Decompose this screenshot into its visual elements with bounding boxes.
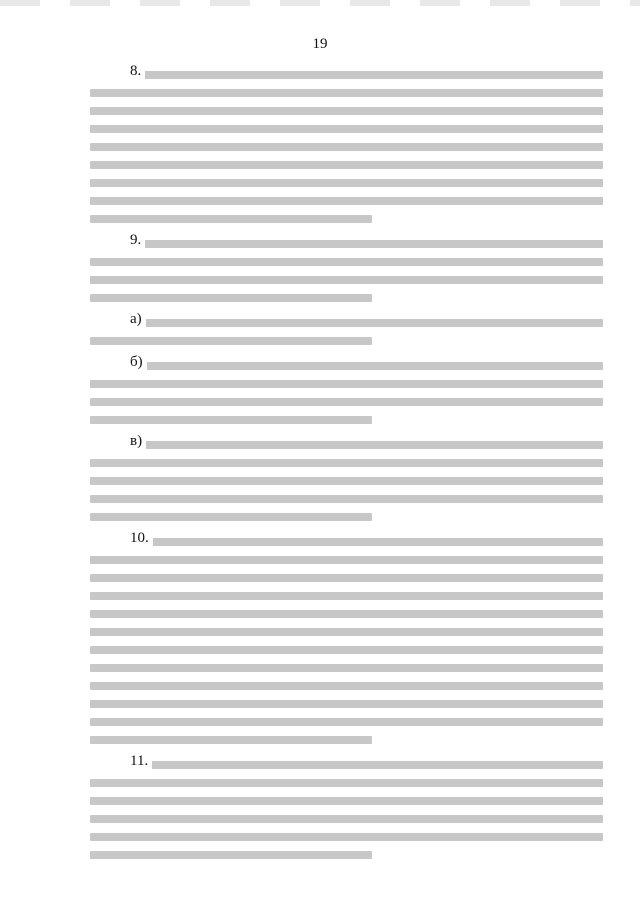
text-line [90, 253, 603, 271]
text-line-bar [134, 362, 603, 370]
text-line [90, 192, 603, 210]
text-line [90, 551, 603, 569]
paragraph-text-placeholder [90, 357, 603, 429]
text-line [90, 332, 603, 350]
paragraph [90, 433, 603, 526]
paragraph [90, 311, 603, 350]
text-line-bar [90, 556, 603, 564]
paragraph-marker: б) [130, 353, 147, 371]
text-line [90, 659, 603, 677]
text-line-bar [90, 477, 603, 485]
text-line-bar [90, 179, 603, 187]
text-line-bar [90, 718, 603, 726]
text-line-bar [90, 833, 603, 841]
text-line [90, 587, 603, 605]
text-line-bar [90, 646, 603, 654]
text-line [90, 411, 603, 429]
paragraph-text-placeholder [90, 533, 603, 749]
text-line-bar [90, 107, 603, 115]
paragraph [90, 354, 603, 429]
text-line [90, 810, 603, 828]
text-line-bar [90, 779, 603, 787]
text-line [90, 120, 603, 138]
paragraph-marker: в) [130, 432, 146, 450]
paragraph [90, 232, 603, 307]
scan-top-edge [0, 0, 640, 6]
text-line [90, 792, 603, 810]
text-line [90, 66, 603, 84]
paragraph-marker: а) [130, 310, 146, 328]
text-line [90, 695, 603, 713]
text-line [90, 357, 603, 375]
text-line-bar [90, 398, 603, 406]
text-line-bar [90, 294, 372, 302]
text-line-bar [90, 337, 372, 345]
text-line-bar [90, 89, 603, 97]
text-line-bar [90, 592, 603, 600]
paragraph-marker: 11. [130, 752, 152, 770]
text-line-bar [134, 240, 603, 248]
paragraph-marker: 9. [130, 231, 145, 249]
text-line [90, 677, 603, 695]
text-line-bar [90, 664, 603, 672]
text-line-bar [90, 459, 603, 467]
text-line [90, 641, 603, 659]
document-body [90, 63, 603, 871]
text-line [90, 235, 603, 253]
text-line-bar [90, 610, 603, 618]
text-line-bar [90, 700, 603, 708]
text-line [90, 533, 603, 551]
text-line-bar [134, 441, 603, 449]
page-number: 19 [312, 36, 328, 52]
text-line [90, 156, 603, 174]
text-line [90, 375, 603, 393]
text-line-bar [90, 143, 603, 151]
text-line [90, 731, 603, 749]
text-line-bar [90, 258, 603, 266]
text-line [90, 454, 603, 472]
text-line [90, 84, 603, 102]
paragraph [90, 530, 603, 749]
text-line-bar [90, 797, 603, 805]
text-line [90, 271, 603, 289]
paragraph [90, 753, 603, 864]
text-line [90, 828, 603, 846]
text-line-bar [90, 125, 603, 133]
paragraph-text-placeholder [90, 235, 603, 307]
text-line [90, 436, 603, 454]
text-line-bar [90, 815, 603, 823]
text-line-bar [90, 380, 603, 388]
text-line [90, 508, 603, 526]
text-line [90, 846, 603, 864]
text-line-bar [134, 761, 603, 769]
text-line [90, 102, 603, 120]
text-line [90, 289, 603, 307]
text-line [90, 393, 603, 411]
paragraph-marker: 8. [130, 62, 145, 80]
paragraph-text-placeholder [90, 436, 603, 526]
text-line [90, 174, 603, 192]
text-line [90, 605, 603, 623]
text-line-bar [90, 215, 372, 223]
text-line-bar [90, 628, 603, 636]
paragraph-text-placeholder [90, 756, 603, 864]
text-line-bar [90, 851, 372, 859]
text-line [90, 210, 603, 228]
paragraph-text-placeholder [90, 66, 603, 228]
text-line-bar [90, 513, 372, 521]
text-line-bar [134, 71, 603, 79]
text-line-bar [90, 495, 603, 503]
paragraph-text-placeholder [90, 314, 603, 350]
text-line [90, 138, 603, 156]
text-line [90, 713, 603, 731]
paragraph [90, 63, 603, 228]
text-line [90, 774, 603, 792]
text-line-bar [134, 319, 603, 327]
text-line-bar [90, 736, 372, 744]
text-line [90, 756, 603, 774]
text-line [90, 314, 603, 332]
paragraph-marker: 10. [130, 529, 153, 547]
text-line [90, 623, 603, 641]
text-line-bar [90, 276, 603, 284]
text-line-bar [90, 197, 603, 205]
text-line-bar [90, 161, 603, 169]
text-line-bar [90, 682, 603, 690]
text-line-bar [90, 574, 603, 582]
text-line-bar [90, 416, 372, 424]
text-line [90, 490, 603, 508]
text-line [90, 569, 603, 587]
text-line-bar [134, 538, 603, 546]
text-line [90, 472, 603, 490]
